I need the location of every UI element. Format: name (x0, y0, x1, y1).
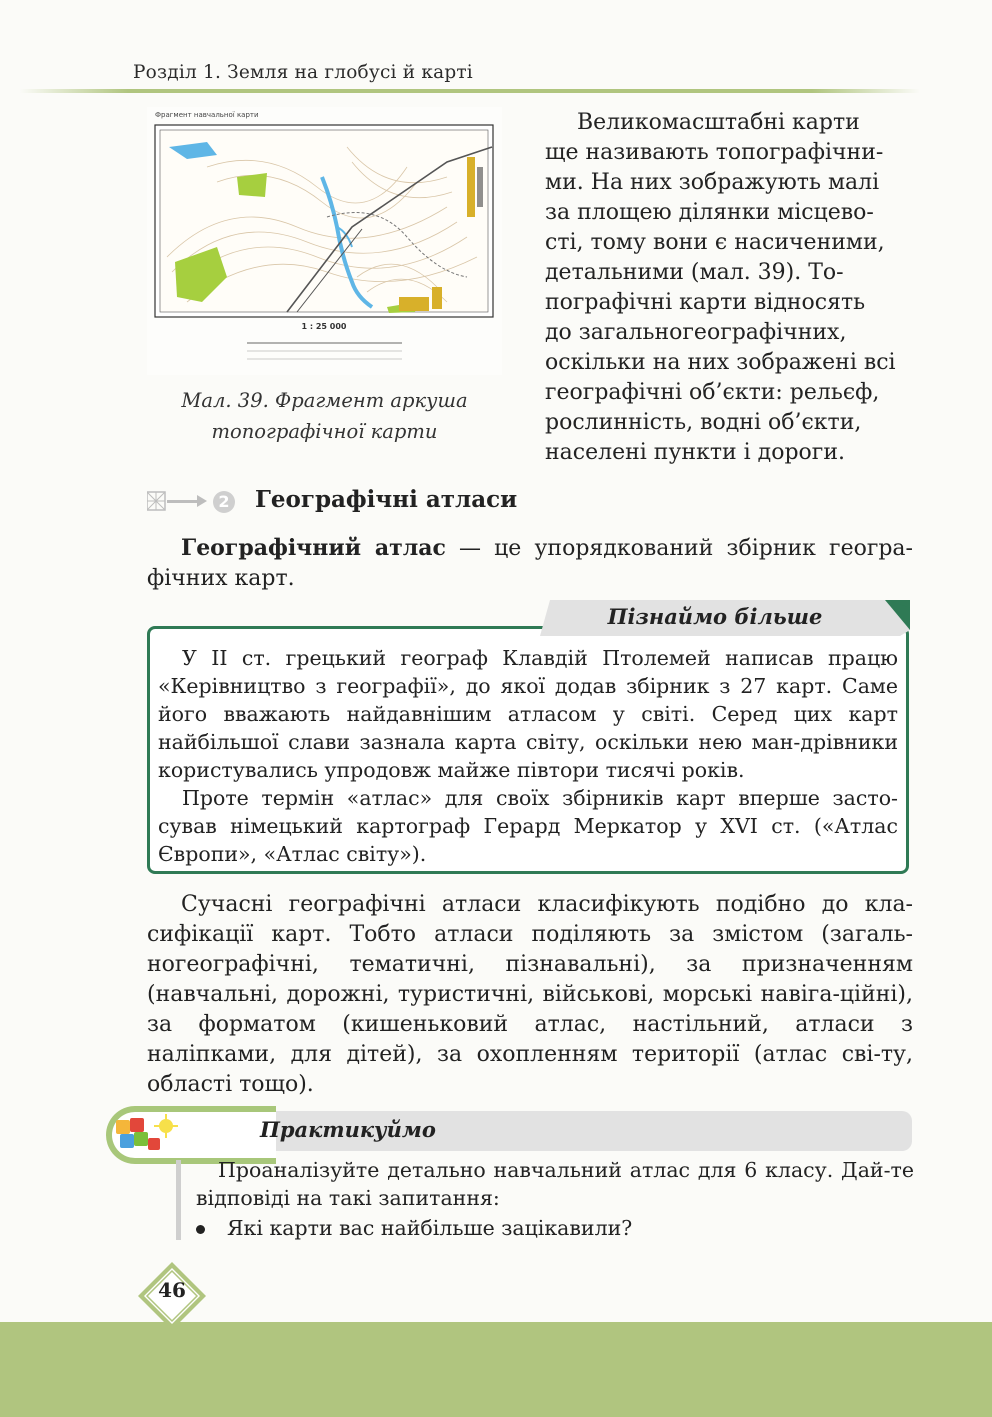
practice-intro: Проаналізуйте детально навчальний атлас для 6 класу. Дай-те відповіді на такі запитання: (196, 1158, 914, 1210)
bullet-dot-icon (196, 1225, 205, 1234)
definition-rest: — це упорядкований збірник геогра-фічних карт. (147, 536, 913, 591)
practice-label: Практикуймо (260, 1117, 436, 1142)
chapter-header: Розділ 1. Земля на глобусі й карті (133, 62, 473, 83)
figure-caption-line1: Мал. 39. Фрагмент аркуша (181, 389, 468, 412)
header-divider (20, 89, 920, 93)
text-line: рослинність, водні об’єкти, (545, 410, 862, 435)
figure-caption (147, 385, 502, 447)
figure-caption-line2: топографічної карти (211, 420, 438, 443)
topographic-map-figure (147, 107, 502, 375)
know-more-text (158, 644, 898, 868)
practice-bullet-item (196, 1214, 632, 1242)
section-marker-icon (147, 490, 209, 512)
practice-text (196, 1156, 914, 1212)
know-more-para: У ІІ ст. грецький географ Клавдій Птолемей написав працю «Керівництво з географії», до якої додав збірник з 27 карт. Саме його вважають найдавнішим атласом у світі. Серед цих карт найбільшої слави зазнала карта світу, оскільки нею ман-дрівники користувались упродовж майже півтори тисячі років. (158, 646, 898, 782)
practice-side-line (176, 1160, 181, 1240)
section-number-badge: 2 (213, 491, 235, 513)
text-line: детальними (мал. 39). То- (545, 260, 844, 285)
text-line: за площею ділянки місцево- (545, 200, 874, 225)
know-more-para: Проте термін «атлас» для своїх збірників карт вперше засто-сував німецький картограф Герард Меркатор у XVI ст. («Атлас Європи», «Атлас світу»). (158, 786, 898, 866)
map-scale-text: 1 : 25 000 (301, 322, 347, 331)
text-line: географічні об’єкти: рельєф, (545, 380, 880, 405)
know-more-label: Пізнаймо більше (607, 604, 823, 629)
text-line: ще називають топографічни- (545, 140, 884, 165)
text-line: населені пункти і дороги. (545, 440, 845, 465)
text-line: Великомасштабні карти (577, 110, 860, 135)
main-paragraph: Сучасні географічні атласи класифікують подібно до кла-сифікації карт. Тобто атласи поділяють за змістом (загаль-ногеографічні, тематичні, пізнавальні), за призначенням (навчальні, дорожні, туристичні, військові, морські навіга-ційні), за форматом (кишеньковий атлас, настільний, атласи з наліпками, для дітей), за охопленням території (атлас сві-ту, області тощо). (147, 892, 913, 1097)
text-line: сті, тому вони є насиченими, (545, 230, 885, 255)
page-number: 46 (158, 1278, 186, 1302)
topographic-map-image (147, 107, 502, 375)
text-line: ми. На них зображують малі (545, 170, 880, 195)
map-title-text: Фрагмент навчальної карти (155, 111, 259, 119)
definition-term: Географічний атлас (181, 535, 446, 561)
right-column-text (545, 108, 913, 468)
section-title: Географічні атласи (255, 486, 518, 513)
text-line: пографічні карти відносять (545, 290, 866, 315)
definition-paragraph (147, 533, 913, 594)
bullet-text: Які карти вас найбільше зацікавили? (227, 1216, 633, 1240)
text-line: до загальногеографічних, (545, 320, 847, 345)
puzzle-icon (112, 1112, 178, 1158)
text-line: оскільки на них зображені всі (545, 350, 896, 375)
